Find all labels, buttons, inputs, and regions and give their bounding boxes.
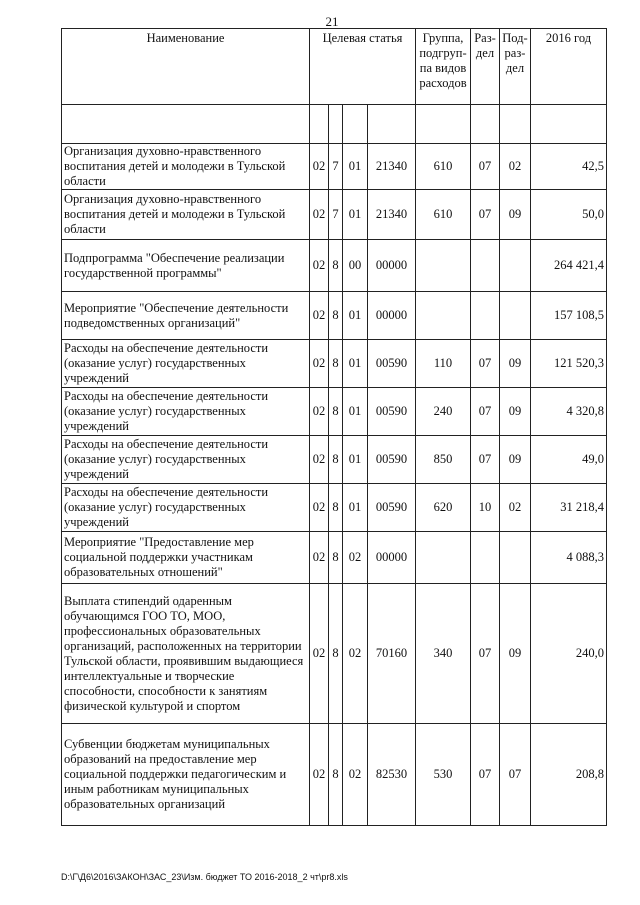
- row-name-cell: Расходы на обеспечение деятельности (оказание услуг) государственных учреждений: [62, 436, 310, 484]
- header-name: Наименование: [62, 29, 310, 105]
- target-code-3-cell: 02: [343, 532, 368, 584]
- subsection-cell: [500, 240, 531, 292]
- expense-group-cell: 850: [416, 436, 471, 484]
- target-code-3-cell: 01: [343, 190, 368, 240]
- table-row: [62, 340, 607, 388]
- subsection-cell: [500, 532, 531, 584]
- row-name-cell: Подпрограмма "Обеспечение реализации государственной программы": [62, 240, 310, 292]
- row-name-cell: Расходы на обеспечение деятельности (оказание услуг) государственных учреждений: [62, 388, 310, 436]
- target-code-2-cell: 8: [329, 240, 343, 292]
- table-row: [62, 484, 607, 532]
- target-code-1-cell: 02: [310, 292, 329, 340]
- header-spacer-row: [62, 105, 607, 144]
- header-group: Группа, подгруп-па видов расходов: [416, 29, 471, 105]
- section-cell: 07: [471, 190, 500, 240]
- target-code-4-cell: 82530: [368, 724, 416, 826]
- amount-2016-cell: 49,0: [531, 436, 607, 484]
- target-code-3-cell: 02: [343, 724, 368, 826]
- target-code-3-cell: 01: [343, 436, 368, 484]
- target-code-3-cell: 01: [343, 388, 368, 436]
- target-code-3-cell: 01: [343, 292, 368, 340]
- target-code-4-cell: 00590: [368, 388, 416, 436]
- amount-2016-cell: 240,0: [531, 584, 607, 724]
- section-cell: 10: [471, 484, 500, 532]
- target-code-4-cell: 00590: [368, 340, 416, 388]
- expense-group-cell: [416, 292, 471, 340]
- subsection-cell: [500, 292, 531, 340]
- section-cell: 07: [471, 436, 500, 484]
- amount-2016-cell: 4 320,8: [531, 388, 607, 436]
- target-code-4-cell: 21340: [368, 144, 416, 190]
- table-body: [62, 144, 607, 826]
- target-code-4-cell: 00590: [368, 436, 416, 484]
- table-row: [62, 584, 607, 724]
- subsection-cell: 02: [500, 484, 531, 532]
- table-row: [62, 144, 607, 190]
- target-code-2-cell: 8: [329, 340, 343, 388]
- table-row: [62, 532, 607, 584]
- target-code-1-cell: 02: [310, 484, 329, 532]
- subsection-cell: 07: [500, 724, 531, 826]
- section-cell: 07: [471, 144, 500, 190]
- amount-2016-cell: 50,0: [531, 190, 607, 240]
- target-code-3-cell: 01: [343, 144, 368, 190]
- amount-2016-cell: 42,5: [531, 144, 607, 190]
- target-code-2-cell: 8: [329, 484, 343, 532]
- target-code-2-cell: 8: [329, 388, 343, 436]
- budget-table: [61, 28, 607, 826]
- amount-2016-cell: 4 088,3: [531, 532, 607, 584]
- row-name-cell: Мероприятие "Предоставление мер социальной поддержки участникам образовательных отношений": [62, 532, 310, 584]
- subsection-cell: 09: [500, 584, 531, 724]
- target-code-1-cell: 02: [310, 144, 329, 190]
- target-code-2-cell: 7: [329, 144, 343, 190]
- header-section: Раз-дел: [471, 29, 500, 105]
- target-code-3-cell: 00: [343, 240, 368, 292]
- page-number: 21: [325, 14, 339, 29]
- section-cell: [471, 240, 500, 292]
- expense-group-cell: [416, 240, 471, 292]
- table-row: [62, 388, 607, 436]
- table-row: [62, 292, 607, 340]
- row-name-cell: Расходы на обеспечение деятельности (оказание услуг) государственных учреждений: [62, 484, 310, 532]
- subsection-cell: 09: [500, 190, 531, 240]
- target-code-1-cell: 02: [310, 584, 329, 724]
- target-code-4-cell: 00000: [368, 532, 416, 584]
- section-cell: [471, 292, 500, 340]
- expense-group-cell: 340: [416, 584, 471, 724]
- target-code-4-cell: 00590: [368, 484, 416, 532]
- target-code-1-cell: 02: [310, 240, 329, 292]
- amount-2016-cell: 157 108,5: [531, 292, 607, 340]
- target-code-4-cell: 21340: [368, 190, 416, 240]
- subsection-cell: 02: [500, 144, 531, 190]
- target-code-2-cell: 8: [329, 292, 343, 340]
- row-name-cell: Расходы на обеспечение деятельности (оказание услуг) государственных учреждений: [62, 340, 310, 388]
- target-code-2-cell: 7: [329, 190, 343, 240]
- target-code-1-cell: 02: [310, 532, 329, 584]
- target-code-3-cell: 02: [343, 584, 368, 724]
- table-row: [62, 436, 607, 484]
- row-name-cell: Мероприятие "Обеспечение деятельности подведомственных организаций": [62, 292, 310, 340]
- table-row: [62, 240, 607, 292]
- expense-group-cell: 110: [416, 340, 471, 388]
- target-code-2-cell: 8: [329, 724, 343, 826]
- table-row: [62, 724, 607, 826]
- section-cell: 07: [471, 340, 500, 388]
- amount-2016-cell: 31 218,4: [531, 484, 607, 532]
- target-code-1-cell: 02: [310, 388, 329, 436]
- target-code-1-cell: 02: [310, 436, 329, 484]
- target-code-3-cell: 01: [343, 340, 368, 388]
- expense-group-cell: 610: [416, 190, 471, 240]
- target-code-2-cell: 8: [329, 584, 343, 724]
- amount-2016-cell: 264 421,4: [531, 240, 607, 292]
- target-code-4-cell: 00000: [368, 240, 416, 292]
- row-name-cell: Субвенции бюджетам муниципальных образований на предоставление мер социальной поддержки педагогическим и иным работникам муниципальных образовательных организаций: [62, 724, 310, 826]
- target-code-4-cell: 70160: [368, 584, 416, 724]
- header-target: Целевая статья: [310, 29, 416, 105]
- row-name-cell: Выплата стипендий одаренным обучающимся ГОО ТО, МОО, профессиональных образовательных организаций, расположенных на территории Тульской области, проявившим выдающиеся интеллектуальные и творческие способности, способности к занятиям физической культурой и спортом: [62, 584, 310, 724]
- section-cell: 07: [471, 388, 500, 436]
- expense-group-cell: 530: [416, 724, 471, 826]
- row-name-cell: Организация духовно-нравственного воспитания детей и молодежи в Тульской области: [62, 144, 310, 190]
- subsection-cell: 09: [500, 388, 531, 436]
- expense-group-cell: [416, 532, 471, 584]
- target-code-2-cell: 8: [329, 532, 343, 584]
- target-code-3-cell: 01: [343, 484, 368, 532]
- header-subsection: Под-раз-дел: [500, 29, 531, 105]
- section-cell: 07: [471, 724, 500, 826]
- row-name-cell: Организация духовно-нравственного воспитания детей и молодежи в Тульской области: [62, 190, 310, 240]
- section-cell: [471, 532, 500, 584]
- section-cell: 07: [471, 584, 500, 724]
- subsection-cell: 09: [500, 436, 531, 484]
- expense-group-cell: 620: [416, 484, 471, 532]
- expense-group-cell: 610: [416, 144, 471, 190]
- expense-group-cell: 240: [416, 388, 471, 436]
- target-code-1-cell: 02: [310, 340, 329, 388]
- target-code-1-cell: 02: [310, 190, 329, 240]
- header-year: 2016 год: [531, 29, 607, 105]
- table-row: [62, 190, 607, 240]
- target-code-2-cell: 8: [329, 436, 343, 484]
- file-path-footer: D:\Г\Д6\2016\ЗАКОН\ЗАС_23\Изм. бюджет ТО 2016-2018_2 чт\pr8.xls: [61, 872, 348, 882]
- amount-2016-cell: 121 520,3: [531, 340, 607, 388]
- subsection-cell: 09: [500, 340, 531, 388]
- target-code-4-cell: 00000: [368, 292, 416, 340]
- target-code-1-cell: 02: [310, 724, 329, 826]
- amount-2016-cell: 208,8: [531, 724, 607, 826]
